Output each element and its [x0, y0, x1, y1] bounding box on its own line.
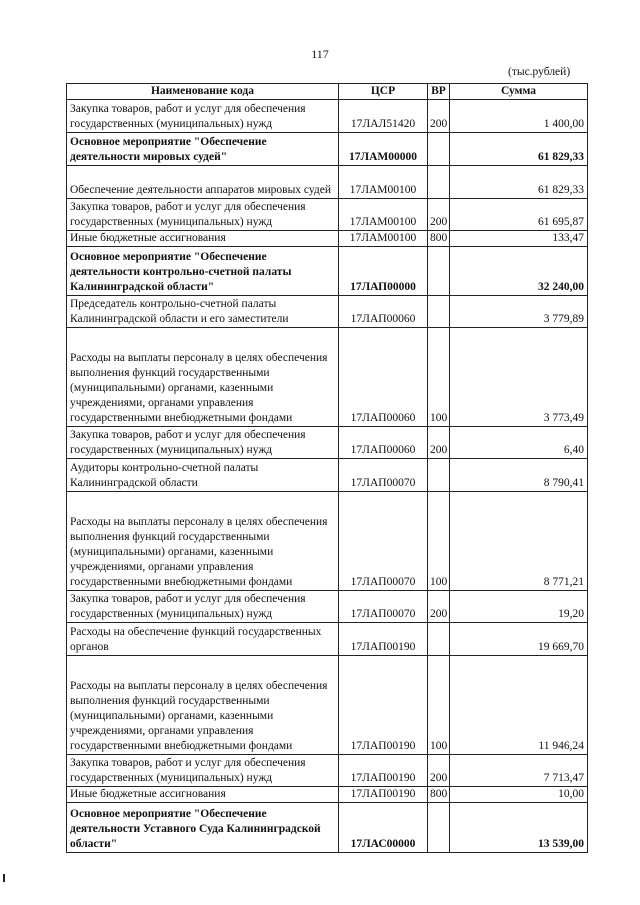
cell-sum: 7 713,47 — [450, 755, 588, 787]
cell-csr: 17ЛАМ00100 — [339, 199, 428, 231]
table-row — [67, 755, 588, 787]
cell-vr — [428, 459, 450, 492]
cell-name: Закупка товаров, работ и услуг для обеспечения государственных (муниципальных) нужд — [67, 591, 339, 623]
cell-csr: 17ЛАП00190 — [339, 787, 428, 803]
page-number: 117 — [311, 47, 329, 61]
table-header-row — [67, 84, 588, 100]
cell-vr: 800 — [428, 231, 450, 247]
cell-sum: 32 240,00 — [450, 247, 588, 296]
cell-vr — [428, 296, 450, 328]
cell-sum: 61 695,87 — [450, 199, 588, 231]
cell-csr: 17ЛАП00190 — [339, 623, 428, 656]
cell-csr: 17ЛАП00190 — [339, 755, 428, 787]
header-vr: ВР — [428, 84, 450, 100]
cell-csr: 17ЛАП00060 — [339, 328, 428, 427]
table-row — [67, 199, 588, 231]
cell-name: Закупка товаров, работ и услуг для обеспечения государственных (муниципальных) нужд — [67, 100, 339, 133]
cell-sum: 61 829,33 — [450, 133, 588, 166]
cell-sum: 19 669,70 — [450, 623, 588, 656]
cell-vr: 200 — [428, 427, 450, 459]
cell-vr: 200 — [428, 591, 450, 623]
cell-sum: 1 400,00 — [450, 100, 588, 133]
cell-vr — [428, 803, 450, 853]
cell-vr — [428, 247, 450, 296]
cell-sum: 10,00 — [450, 787, 588, 803]
table-row — [67, 247, 588, 296]
cell-sum: 8 790,41 — [450, 459, 588, 492]
cell-name: Основное мероприятие "Обеспечение деятельности мировых судей" — [67, 133, 339, 166]
cell-name: Закупка товаров, работ и услуг для обеспечения государственных (муниципальных) нужд — [67, 755, 339, 787]
cell-sum: 3 779,89 — [450, 296, 588, 328]
cell-name: Расходы на обеспечение функций государственных органов — [67, 623, 339, 656]
cell-vr: 800 — [428, 787, 450, 803]
cell-name: Иные бюджетные ассигнования — [67, 787, 339, 803]
table-row — [67, 492, 588, 591]
cell-csr: 17ЛАЛ51420 — [339, 100, 428, 133]
cell-sum: 19,20 — [450, 591, 588, 623]
cell-vr: 200 — [428, 755, 450, 787]
table-row — [67, 133, 588, 166]
cell-csr: 17ЛАП00070 — [339, 492, 428, 591]
header-sum: Сумма — [450, 84, 588, 100]
cell-csr: 17ЛАС00000 — [339, 803, 428, 853]
cell-name: Основное мероприятие "Обеспечение деятельности Уставного Суда Калининградской области" — [67, 803, 339, 853]
cell-sum: 3 773,49 — [450, 328, 588, 427]
units-label: (тыс.рублей) — [508, 66, 571, 78]
cell-name: Расходы на выплаты персоналу в целях обеспечения выполнения функций государственными (муниципальными) органами, казенными учреждениями, органами управления государственными внебюджетными фондами — [67, 328, 339, 427]
cell-name: Аудиторы контрольно-счетной палаты Калининградской области — [67, 459, 339, 492]
cell-name: Закупка товаров, работ и услуг для обеспечения государственных (муниципальных) нужд — [67, 199, 339, 231]
table-body — [67, 100, 588, 853]
cell-csr: 17ЛАМ00100 — [339, 231, 428, 247]
cell-sum: 6,40 — [450, 427, 588, 459]
cell-name: Иные бюджетные ассигнования — [67, 231, 339, 247]
cell-vr: 100 — [428, 656, 450, 755]
table-row — [67, 427, 588, 459]
cell-name: Закупка товаров, работ и услуг для обеспечения государственных (муниципальных) нужд — [67, 427, 339, 459]
cell-name: Председатель контрольно-счетной палаты Калининградской области и его заместители — [67, 296, 339, 328]
margin-mark — [3, 874, 5, 882]
cell-name: Обеспечение деятельности аппаратов мировых судей — [67, 166, 339, 199]
cell-csr: 17ЛАП00060 — [339, 296, 428, 328]
cell-sum: 133,47 — [450, 231, 588, 247]
cell-sum: 8 771,21 — [450, 492, 588, 591]
cell-vr: 100 — [428, 328, 450, 427]
table-row — [67, 591, 588, 623]
cell-sum: 61 829,33 — [450, 166, 588, 199]
table-row — [67, 328, 588, 427]
cell-csr: 17ЛАМ00000 — [339, 133, 428, 166]
cell-vr: 100 — [428, 492, 450, 591]
cell-vr — [428, 623, 450, 656]
cell-csr: 17ЛАП00060 — [339, 427, 428, 459]
cell-vr: 200 — [428, 199, 450, 231]
table-row — [67, 231, 588, 247]
table-row — [67, 787, 588, 803]
table-row — [67, 100, 588, 133]
cell-csr: 17ЛАП00070 — [339, 459, 428, 492]
cell-sum: 13 539,00 — [450, 803, 588, 853]
table-row — [67, 623, 588, 656]
table-row — [67, 296, 588, 328]
cell-csr: 17ЛАП00000 — [339, 247, 428, 296]
cell-name: Расходы на выплаты персоналу в целях обеспечения выполнения функций государственными (муниципальными) органами, казенными учреждениями, органами управления государственными внебюджетными фондами — [67, 492, 339, 591]
cell-vr: 200 — [428, 100, 450, 133]
table-row — [67, 803, 588, 853]
cell-name: Основное мероприятие "Обеспечение деятельности контрольно-счетной палаты Калининградской области" — [67, 247, 339, 296]
cell-sum: 11 946,24 — [450, 656, 588, 755]
header-name: Наименование кода — [67, 84, 339, 100]
header-csr: ЦСР — [339, 84, 428, 100]
cell-vr — [428, 166, 450, 199]
budget-table — [66, 83, 588, 853]
cell-csr: 17ЛАМ00100 — [339, 166, 428, 199]
cell-csr: 17ЛАП00190 — [339, 656, 428, 755]
table-row — [67, 656, 588, 755]
cell-name: Расходы на выплаты персоналу в целях обеспечения выполнения функций государственными (муниципальными) органами, казенными учреждениями, органами управления государственными внебюджетными фондами — [67, 656, 339, 755]
table-row — [67, 459, 588, 492]
cell-csr: 17ЛАП00070 — [339, 591, 428, 623]
cell-vr — [428, 133, 450, 166]
table-row — [67, 166, 588, 199]
